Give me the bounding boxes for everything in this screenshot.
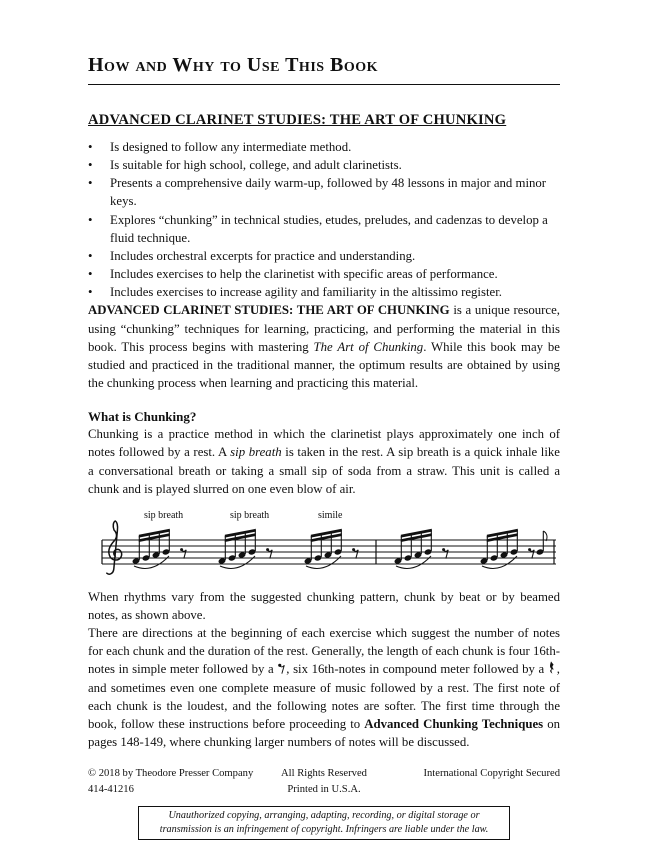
rights-line: All Rights Reserved — [281, 768, 367, 780]
music-example — [88, 506, 560, 588]
eighth-rest-icon — [266, 548, 272, 559]
catalog-number: 414-41216 — [88, 783, 134, 795]
list-item — [88, 265, 560, 283]
bullet-icon — [88, 265, 110, 283]
feature-list — [88, 138, 560, 301]
bullet-text: Is suitable for high school, college, and adult clarinetists. — [110, 158, 402, 173]
chunking-paragraph — [88, 425, 560, 498]
bullet-icon — [88, 283, 110, 301]
eighth-rest-icon — [278, 662, 285, 675]
bullet-text: Includes exercises to help the clarinetist with specific areas of performance. — [110, 267, 498, 282]
rhythm-note-paragraph: When rhythms vary from the suggested chunking pattern, chunk by beat or by beamed notes, as shown above. — [88, 589, 560, 622]
overview-text-b: . While this book may be studied and practiced in the traditional manner, the optimum results are obtained by using the chunking process when learning and practicing this material. — [88, 339, 560, 391]
note-group — [394, 529, 448, 569]
copyright-block — [88, 766, 273, 797]
chunking-text-a: Chunking is a practice method in which the clarinetist plays approximately one inch of notes followed by a rest. A — [88, 427, 560, 460]
list-item — [88, 174, 560, 210]
bullet-text: Presents a comprehensive daily warm-up, followed by 48 lessons in major and minor keys. — [110, 176, 547, 209]
note-group — [480, 529, 534, 569]
printed-line: Printed in U.S.A. — [287, 783, 361, 795]
page-footer — [88, 766, 560, 797]
list-item — [88, 138, 560, 156]
simile-label: simile — [318, 509, 343, 521]
bullet-text: Explores “chunking” in technical studies, etudes, preludes, and cadenzas to develop a fluid technique. — [110, 212, 548, 245]
list-item — [88, 283, 560, 301]
international-copyright: International Copyright Secured — [423, 768, 560, 780]
copyright-line: © 2018 by Theodore Presser Company — [88, 768, 254, 780]
directions-text-a: There are directions at the beginning of each exercise which suggest the number of notes for each chunk and the duration of the rest. Generally, the length of each chunk is four 16th-notes in simple meter followed by a — [88, 626, 560, 677]
directions-text-b: , six 16th-notes in compound meter followed by a — [286, 662, 548, 677]
section-title: ADVANCED CLARINET STUDIES: THE ART OF CHUNKING — [88, 112, 507, 128]
note-group — [304, 529, 358, 569]
treble-clef-icon — [107, 521, 122, 574]
directions-paragraph — [88, 624, 560, 751]
music-staff — [88, 506, 560, 588]
bullet-icon — [88, 211, 110, 247]
rights-block — [273, 766, 375, 797]
sip-breath-italic: sip breath — [230, 445, 282, 460]
chunking-text-b: is taken in the rest. A sip breath is a quick inhale like a conversational breath or taking a small sip of soda from a straw. This unit is called a chunk and is played slurred on one even blow of air. — [88, 445, 560, 496]
staff-lines — [102, 540, 556, 564]
bullet-icon — [88, 174, 110, 210]
bullet-text: Includes exercises to increase agility and familiarity in the altissimo register. — [110, 285, 502, 300]
what-is-chunking-heading: What is Chunking? — [88, 409, 197, 425]
eighth-rest-icon — [352, 548, 358, 559]
overview-text-a: is a unique resource, using “chunking” techniques for learning, practicing, and performing the material in this book. This process begins with mastering — [88, 303, 560, 354]
list-item — [88, 211, 560, 247]
note-group — [132, 529, 186, 569]
bullet-icon — [88, 247, 110, 265]
sip-breath-label-2: sip breath — [230, 509, 270, 521]
bullet-text: Is designed to follow any intermediate method. — [110, 140, 352, 154]
bullet-icon — [88, 156, 110, 174]
bullet-text: Includes orchestral excerpts for practice and understanding. — [110, 248, 416, 263]
list-item — [88, 156, 560, 174]
directions-text-c: , and sometimes even one complete measure of music followed by a rest. The first note of each chunk is the loudest, and the following notes are softer. The first time through the book, follow these instructions before proceeding to — [88, 662, 560, 731]
quarter-rest-icon — [549, 661, 556, 675]
page-title: How and Why to Use This Book — [88, 54, 560, 85]
note-group — [218, 529, 272, 569]
list-item — [88, 247, 560, 265]
directions-text-d: on pages 148-149, where chunking larger numbers of notes will be discussed. — [88, 716, 561, 750]
eighth-rest-icon — [442, 548, 448, 559]
overview-paragraph — [88, 301, 560, 392]
eighth-rest-icon — [528, 548, 534, 559]
overview-lead: ADVANCED CLARINET STUDIES: THE ART OF CHUNKING — [88, 303, 450, 318]
copyright-notice-box: Unauthorized copying, arranging, adapting, recording, or digital storage or transmission is an infringement of copyright. Infringers are liable under the law. — [138, 806, 510, 840]
bullet-icon — [88, 138, 110, 156]
sip-breath-label-1: sip breath — [144, 509, 184, 521]
eighth-rest-icon — [180, 548, 186, 559]
advanced-chunking-bold: Advanced Chunking Techniques — [364, 716, 544, 731]
overview-italic: The Art of Chunking — [313, 339, 424, 354]
